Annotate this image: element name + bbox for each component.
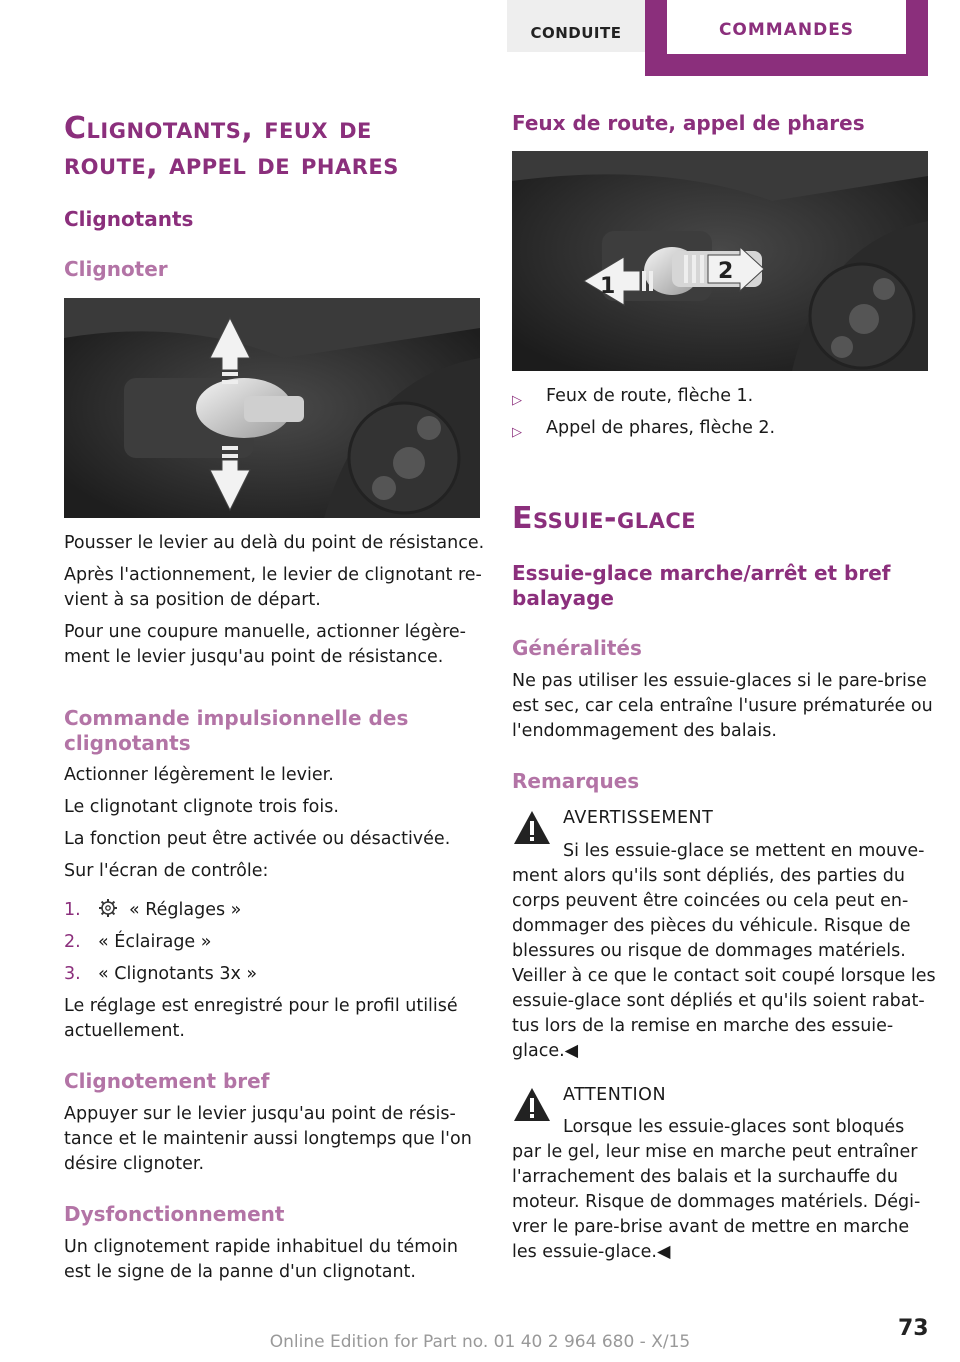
list-item <box>64 898 480 923</box>
paragraph-actionner: Actionner légèrement le levier. <box>64 765 334 785</box>
warning1-line2: ment alors qu'ils sont dépliés, des parties du <box>512 866 905 886</box>
paragraph-coupure-l2: ment le levier jusqu'au point de résistance. <box>64 647 444 667</box>
turn-signal-lever-photo <box>64 298 480 518</box>
heading-feux-de-route: Feux de route, appel de phares <box>512 111 865 135</box>
paragraph-generalites-l3: l'endommagement des balais. <box>512 721 777 741</box>
list-number: 2. <box>64 932 81 952</box>
triangle-bullet-icon: ▷ <box>512 393 522 408</box>
footer-edition: Online Edition for Part no. 01 40 2 964 680 - X/15 <box>269 1332 691 1352</box>
warning2-line2: par le gel, leur mise en marche peut entraîner <box>512 1142 918 1162</box>
warning-title-avertissement: AVERTISSEMENT <box>563 808 714 828</box>
warning2-line1: Lorsque les essuie-glaces sont bloqués <box>563 1117 905 1137</box>
heading-clignoter: Clignoter <box>64 257 168 281</box>
paragraph-appuyer-l1: Appuyer sur le levier jusqu'au point de résis‐ <box>64 1104 456 1124</box>
list-item <box>512 416 928 441</box>
warning1-line5: blessures ou risque de dommages matériels. <box>512 941 906 961</box>
arrow-label-2: 2 <box>718 259 734 284</box>
list-text: Appel de phares, flèche 2. <box>546 418 776 438</box>
heading-generalites: Généralités <box>512 636 642 660</box>
page-number: 73 <box>898 1316 929 1341</box>
warning-icon <box>512 1085 552 1125</box>
warning1-line3: corps peuvent être coincées ou cela peut en‐ <box>512 891 909 911</box>
warning1-line1: Si les essuie-glace se mettent en mouve‐ <box>563 841 925 861</box>
warning1-line6: Veiller à ce que le contact soit coupé lorsque les <box>512 966 936 986</box>
heading-clignotement-bref: Clignotement bref <box>64 1069 270 1093</box>
warning2-line3: l'arrachement des balais et la surchauffe du <box>512 1167 898 1187</box>
paragraph-dysf-l1: Un clignotement rapide inhabituel du témoin <box>64 1237 458 1257</box>
list-item <box>512 384 928 409</box>
section-title-essuie-glace: Essuie-glace <box>512 501 697 536</box>
paragraph-apres-l1: Après l'actionnement, le levier de clignotant re‐ <box>64 565 482 585</box>
heading-impulsionnelle-l1: Commande impulsionnelle des <box>64 706 409 730</box>
warning1-line9: glace.◀ <box>512 1041 579 1061</box>
paragraph-appuyer-l2: tance et le maintenir aussi longtemps que l'on <box>64 1129 472 1149</box>
paragraph-appuyer-l3: désire clignoter. <box>64 1154 205 1174</box>
warning2-line6: les essuie-glace.◀ <box>512 1242 671 1262</box>
headlight-lever-illustration <box>512 151 928 371</box>
heading-clignotants: Clignotants <box>64 207 194 231</box>
tab-conduite[interactable]: CONDUITE <box>507 0 645 52</box>
tab-commandes-label: COMMANDES <box>667 0 906 54</box>
list-text: Feux de route, flèche 1. <box>546 386 754 406</box>
arrow-label-1: 1 <box>600 274 616 299</box>
heading-impulsionnelle-l2: clignotants <box>64 731 191 755</box>
warning2-line5: vrer le pare-brise avant de mettre en marche <box>512 1217 910 1237</box>
list-text: « Réglages » <box>129 900 242 920</box>
paragraph-coupure-l1: Pour une coupure manuelle, actionner légère‐ <box>64 622 466 642</box>
paragraph-generalites-l1: Ne pas utiliser les essuie-glaces si le pare-brise <box>512 671 927 691</box>
warning-title-attention: ATTENTION <box>563 1085 667 1105</box>
warning1-line7: essuie-glace sont dépliés et qu'ils soient rabat‐ <box>512 991 925 1011</box>
paragraph-reglage-l2: actuellement. <box>64 1021 185 1041</box>
section-title-line1: Clignotants, feux de <box>64 111 372 146</box>
heading-marche-arret-l1: Essuie-glace marche/arrêt et bref <box>512 561 891 585</box>
heading-remarques: Remarques <box>512 769 640 793</box>
list-item <box>64 962 480 987</box>
paragraph-ecran: Sur l'écran de contrôle: <box>64 861 269 881</box>
warning1-line8: tus lors de la remise en marche des essuie- <box>512 1016 894 1036</box>
paragraph-generalites-l2: est sec, car cela entraîne l'usure prématurée ou <box>512 696 933 716</box>
paragraph-pousser: Pousser le levier au delà du point de résistance. <box>64 533 485 553</box>
warning-icon <box>512 808 552 848</box>
heading-dysfonctionnement: Dysfonctionnement <box>64 1202 285 1226</box>
paragraph-apres-l2: vient à sa position de départ. <box>64 590 321 610</box>
heading-marche-arret-l2: balayage <box>512 586 614 610</box>
turn-signal-lever-illustration <box>64 298 480 518</box>
triangle-bullet-icon: ▷ <box>512 425 522 440</box>
paragraph-fonction: La fonction peut être activée ou désactivée. <box>64 829 451 849</box>
list-number: 1. <box>64 900 81 920</box>
warning2-line4: moteur. Risque de dommages matériels. Dégi‐ <box>512 1192 921 1212</box>
gear-icon <box>98 898 118 923</box>
section-title-line2: route, appel de phares <box>64 147 399 182</box>
list-text: « Éclairage » <box>98 932 212 952</box>
paragraph-dysf-l2: est le signe de la panne d'un clignotant. <box>64 1262 416 1282</box>
list-item <box>64 930 480 955</box>
paragraph-clignote-trois: Le clignotant clignote trois fois. <box>64 797 339 817</box>
list-number: 3. <box>64 964 81 984</box>
headlight-lever-photo <box>512 151 928 371</box>
tab-commandes[interactable] <box>645 0 928 76</box>
list-text: « Clignotants 3x » <box>98 964 258 984</box>
warning1-line4: dommager des pièces du véhicule. Risque de <box>512 916 911 936</box>
paragraph-reglage-l1: Le réglage est enregistré pour le profil utilisé <box>64 996 458 1016</box>
